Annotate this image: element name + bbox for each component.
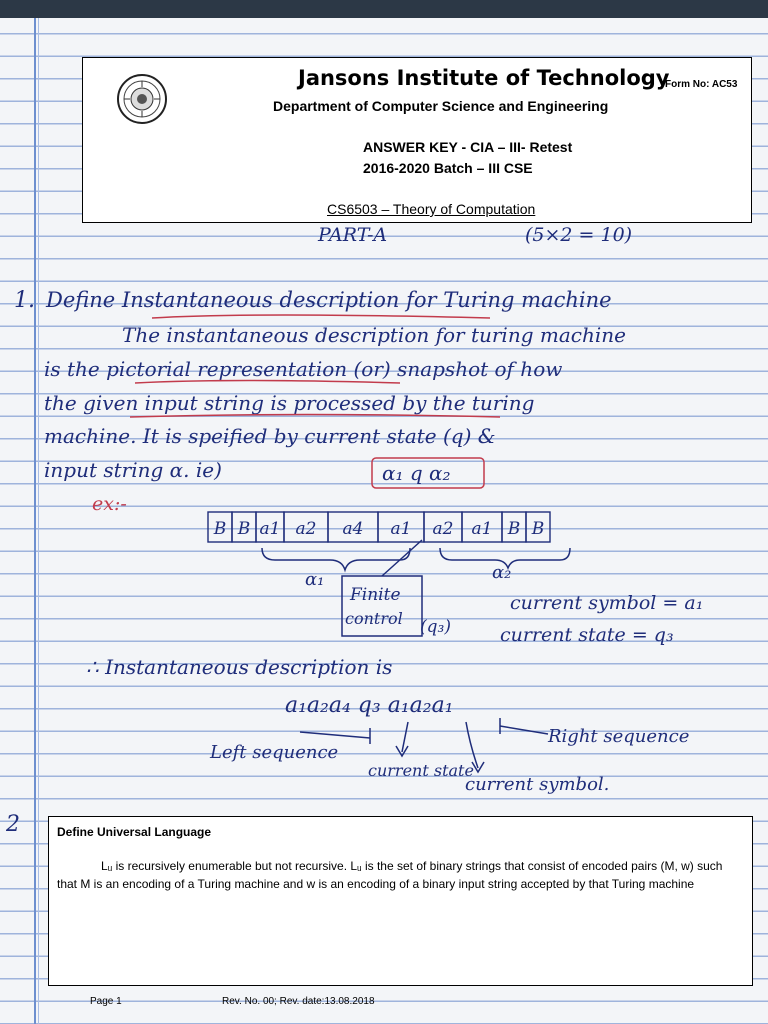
tape-cell-symbol: B bbox=[213, 519, 227, 539]
q2-answer-box bbox=[48, 816, 753, 986]
current-state-label: current state bbox=[368, 761, 474, 780]
q1-line-1: The instantaneous description for turing machine bbox=[122, 323, 626, 347]
right-sequence-label: Right sequence bbox=[548, 726, 690, 747]
alpha1-label: α₁ bbox=[305, 569, 325, 590]
batch-info: 2016-2020 Batch – III CSE bbox=[363, 160, 533, 176]
tape-cell-symbol: a2 bbox=[295, 519, 317, 539]
q2-number: 2 bbox=[6, 812, 20, 837]
exam-title: ANSWER KEY - CIA – III- Retest bbox=[363, 139, 573, 155]
tape-cell-symbol: B bbox=[507, 519, 521, 539]
tape-cell-symbol: a1 bbox=[259, 519, 281, 539]
q1-number: 1. bbox=[14, 288, 35, 313]
marks-label: (5×2 = 10) bbox=[525, 224, 633, 246]
current-state-note: current state = q₃ bbox=[500, 624, 674, 646]
q1-line-4: machine. It is speified by current state (q) & bbox=[44, 424, 496, 448]
department-name: Department of Computer Science and Engineering bbox=[273, 98, 609, 114]
finite-control-line1: Finite bbox=[350, 585, 401, 605]
q1-line-3: the given input string is processed by the turing bbox=[44, 391, 535, 415]
tape-cell-symbol: a2 bbox=[432, 519, 454, 539]
id-string: a₁a₂a₄ q₃ a₁a₂a₁ bbox=[285, 693, 454, 718]
control-state: (q₃) bbox=[420, 617, 451, 637]
tape-cell-symbol: a4 bbox=[342, 519, 364, 539]
q1-formula: α₁ q α₂ bbox=[382, 461, 451, 485]
q2-answer-text: Lᵤ is recursively enumerable but not recursive. Lᵤ is the set of binary strings that consist of encoded pairs (M, w) such that M is an encoding of a Turing machine and w is an encoding of a binary input string accepted by that Turing machine bbox=[57, 859, 723, 891]
q1-title: Define Instantaneous description for Turing machine bbox=[46, 288, 612, 312]
left-sequence-label: Left sequence bbox=[210, 742, 339, 763]
tape-cell-symbol: B bbox=[531, 519, 545, 539]
footer-page-number: Page 1 bbox=[90, 996, 122, 1007]
finite-control-line2: control bbox=[345, 609, 403, 628]
part-heading: PART-A bbox=[318, 224, 388, 246]
q2-title: Define Universal Language bbox=[57, 825, 212, 839]
current-symbol-label: current symbol. bbox=[465, 774, 610, 795]
q1-line-2: is the pictorial representation (or) snapshot of how bbox=[44, 357, 563, 381]
q1-line-5: input string α. ie) bbox=[44, 458, 222, 482]
institute-name: Jansons Institute of Technology bbox=[298, 66, 670, 90]
id-heading: ∴ Instantaneous description is bbox=[86, 655, 393, 679]
alpha2-label: α₂ bbox=[492, 562, 512, 583]
form-number: Form No: AC53 bbox=[665, 79, 738, 90]
example-label: ex:- bbox=[92, 493, 127, 515]
tape-cell-symbol: B bbox=[237, 519, 251, 539]
tape-cell-symbol: a1 bbox=[390, 519, 412, 539]
course-title: CS6503 – Theory of Computation bbox=[327, 201, 536, 217]
footer-revision: Rev. No. 00; Rev. date:13.08.2018 bbox=[222, 996, 375, 1007]
current-symbol-note: current symbol = a₁ bbox=[510, 592, 704, 614]
tape-cell-symbol: a1 bbox=[471, 519, 493, 539]
turing-tape bbox=[208, 512, 550, 542]
